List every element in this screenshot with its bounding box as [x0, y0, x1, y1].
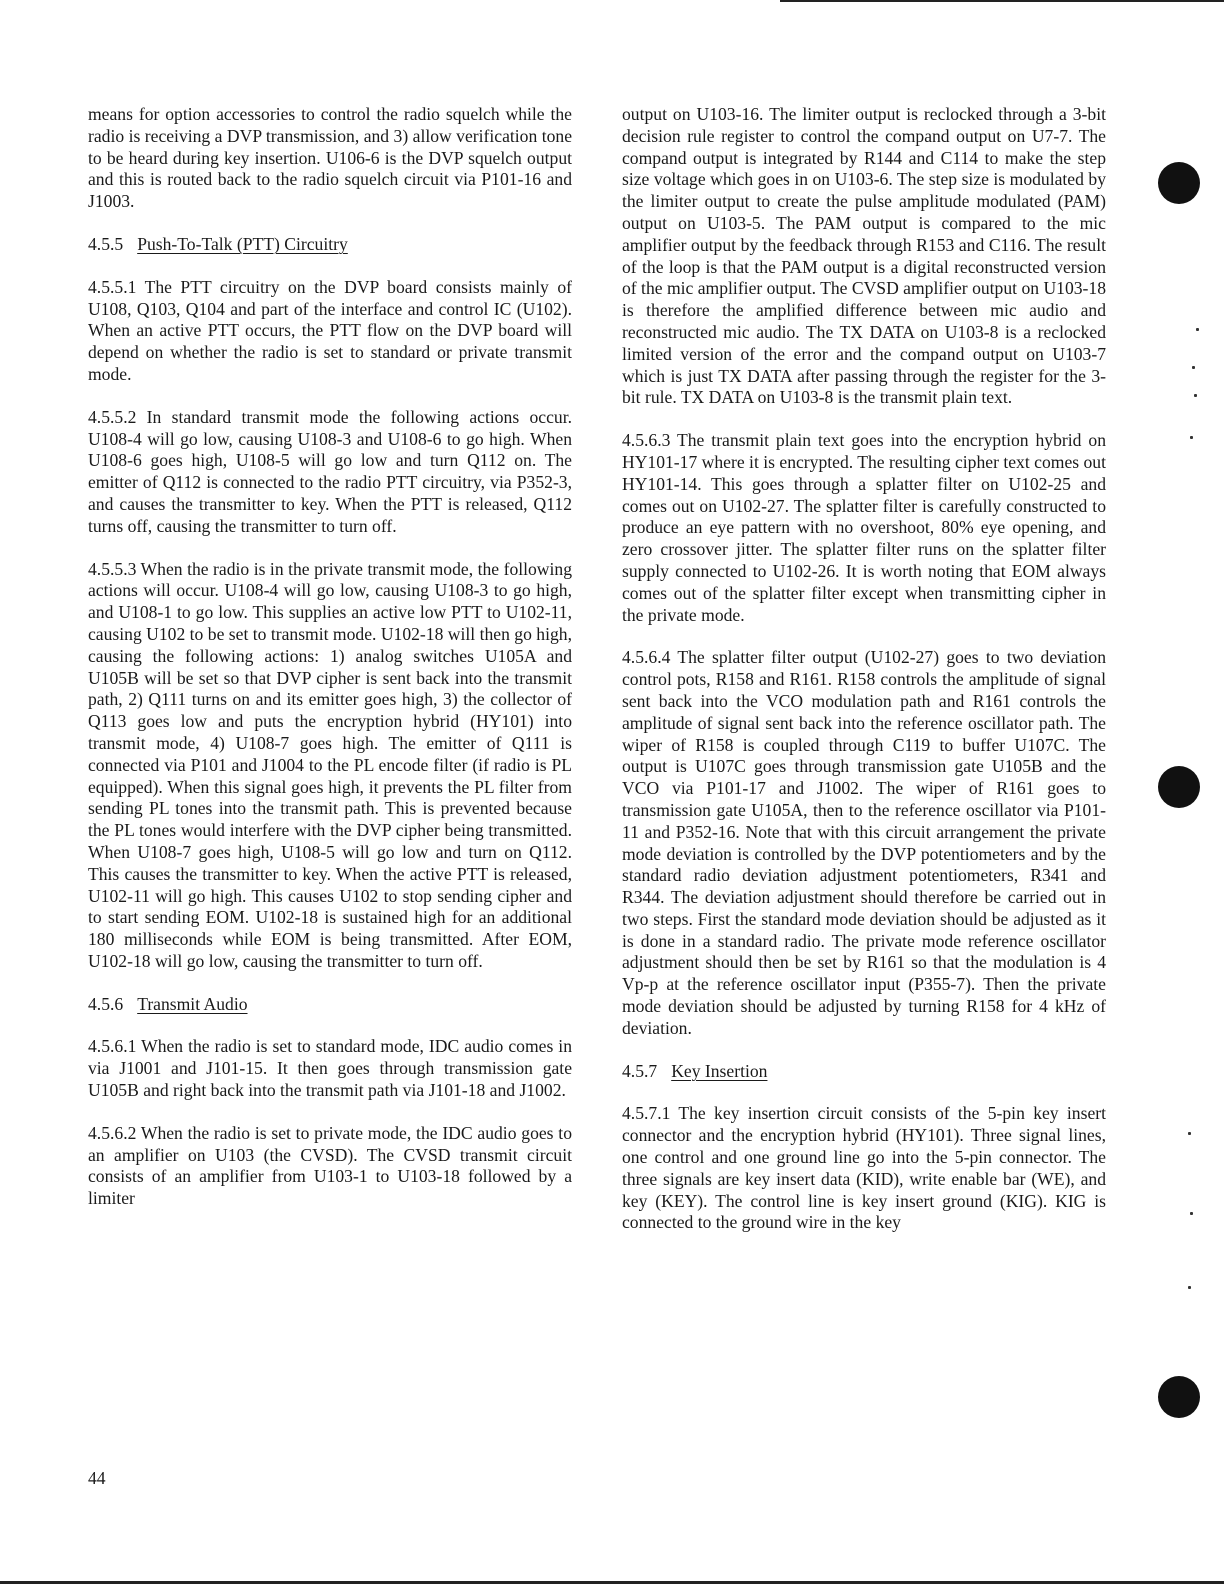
section-heading-4-5-7: [622, 1061, 1106, 1083]
paragraph-4-5-5-2: 4.5.5.2 In standard transmit mode the following actions occur. U108-4 will go low, causing U108-3 and U108-6 to go high. When U108-6 goes high, U108-5 will go low and turn Q112 on. The emitter of Q112 is connected to the radio PTT circuitry, via P352-3, and causes the transmitter to key. When the PTT is released, Q112 turns off, causing the transmitter to turn off.: [88, 406, 572, 536]
page-number: 44: [88, 1468, 106, 1488]
punch-hole-icon: [1158, 162, 1200, 204]
punch-hole-icon: [1158, 1376, 1200, 1418]
paragraph-4-5-5-3: 4.5.5.3 When the radio is in the private transmit mode, the following actions will occur. U108-4 will go low, causing U108-3 to go high, and U108-1 to go low. This supplies an active low PTT to U102-11, causing U102 to be set to transmit mode. U102-18 will then go high, causing the following actions: 1) analog switches U105A and U105B will be set so that DVP cipher is sent back into the transmit path, 2) Q111 turns on and its emitter goes high, 3) the collector of Q113 goes low and puts the encryption hybrid (HY101) into transmit mode, 4) U108-7 goes high. The emitter of Q111 is connected via P101 and J1004 to the PL encode filter (if radio is PL equipped). When this signal goes high, it prevents the PL filter from sending PL tones into the transmit path. This is prevented because the PL tones would interfere with the DVP cipher being transmitted. When U108-7 goes high, U108-5 will go low and turn on Q112. This causes the transmitter to key. When the active PTT is released, U102-11 will go high. This causes U102 to stop sending cipher and to start sending EOM. U102-18 is sustained high for an additional 180 milliseconds while EOM is being transmitted. After EOM, U102-18 will go low, causing the transmitter to turn off.: [88, 558, 572, 971]
paragraph-4-5-6-4: 4.5.6.4 The splatter filter output (U102-27) goes to two deviation control pots, R158 and R161. R158 controls the amplitude of signal sent back into the VCO modulation path and R161 controls the amplitude of signal sent back into the reference oscillator path. The wiper of R158 is coupled through C119 to buffer U107C. The output is U107C goes through transmission gate U105B and the VCO via P101-17 and J1002. The wiper of R161 goes to transmission gate U105A, then to the reference oscillator via P101-11 and P352-16. Note that with this circuit arrangement the private mode deviation is controlled by the DVP potentiometers and by the standard radio deviation adjustment potentiometers, R341 and R344. The deviation adjustment should therefore be carried out in two steps. First the standard mode deviation should be adjusted as it is done in a standard radio. The private mode reference oscillator adjustment should then be set by R161 so that the modulation is 4 Vp-p at the reference oscillator input (P355-7). Then the private mode deviation should be adjusted by turning R158 for 4 kHz of deviation.: [622, 647, 1106, 1038]
right-column: [622, 104, 1106, 1255]
paragraph-continued: output on U103-16. The limiter output is reclocked through a 3-bit decision rule register to control the compand output on U7-7. The compand output is integrated by R144 and C114 to make the step size voltage which goes in on U103-6. The step size is modulated by the limiter output to create the pulse amplitude modulated (PAM) output on U103-5. The PAM output is compared to the mic amplifier output by the feedback through R153 and C116. The result of the loop is that the PAM output is a digital reconstructed version of the mic amplifier output. The CVSD amplifier output on U103-18 is therefore the amplified difference between mic audio and reconstructed mic audio. The TX DATA on U103-8 is a reclocked limited version of the error and the compand output on U103-7 which is just TX DATA after passing through the register for the 3-bit rule. TX DATA on U103-8 is the transmit plain text.: [622, 104, 1106, 408]
section-number: 4.5.7: [622, 1060, 658, 1081]
punch-hole-icon: [1158, 766, 1200, 808]
paragraph-4-5-6-2: 4.5.6.2 When the radio is set to private mode, the IDC audio goes to an amplifier on U103 (the CVSD). The CVSD transmit circuit consists of an amplifier from U103-1 to U103-18 followed by a limiter: [88, 1122, 572, 1209]
scan-speck-icon: [1192, 366, 1195, 369]
left-column: [88, 104, 572, 1231]
scan-speck-icon: [1196, 328, 1199, 331]
top-rule: [780, 0, 1224, 2]
paragraph-4-5-5-1: 4.5.5.1 The PTT circuitry on the DVP board consists mainly of U108, Q103, Q104 and part of the interface and control IC (U102). When an active PTT occurs, the PTT flow on the DVP board will depend on whether the radio is set to standard or private transmit mode.: [88, 276, 572, 384]
section-number: 4.5.6: [88, 993, 124, 1014]
section-heading-4-5-5: [88, 234, 572, 256]
paragraph-4-5-6-1: 4.5.6.1 When the radio is set to standard mode, IDC audio comes in via J1001 and J101-15. It then goes through transmission gate U105B and right back into the transmit path via J101-18 and J1002.: [88, 1036, 572, 1101]
scan-speck-icon: [1190, 1212, 1193, 1215]
scan-speck-icon: [1194, 394, 1197, 397]
section-title: Transmit Audio: [137, 993, 248, 1014]
scan-speck-icon: [1190, 436, 1193, 439]
section-title: Push-To-Talk (PTT) Circuitry: [137, 233, 348, 254]
paragraph-continued: means for option accessories to control the radio squelch while the radio is receiving a DVP transmission, and 3) allow verification tone to be heard during key insertion. U106-6 is the DVP squelch output and this is routed back to the radio squelch circuit via P101-16 and J1003.: [88, 104, 572, 212]
section-title: Key Insertion: [671, 1060, 768, 1081]
scan-speck-icon: [1188, 1132, 1191, 1135]
section-heading-4-5-6: [88, 994, 572, 1016]
paragraph-4-5-6-3: 4.5.6.3 The transmit plain text goes into the encryption hybrid on HY101-17 where it is encrypted. The resulting cipher text comes out HY101-14. This goes through a splatter filter on U102-25 and comes out on U102-27. The splatter filter is carefully constructed to produce an eye pattern with no overshoot, 80% eye opening, and zero crossover jitter. The splatter filter runs on the splatter filter supply connected to U102-26. It is worth noting that EOM always comes out of the splatter filter except when transmitting cipher in the private mode.: [622, 430, 1106, 625]
section-number: 4.5.5: [88, 233, 124, 254]
scan-speck-icon: [1188, 1286, 1191, 1289]
paragraph-4-5-7-1: 4.5.7.1 The key insertion circuit consists of the 5-pin key insert connector and the encryption hybrid (HY101). Three signal lines, one control and one ground line go into the 5-pin connector. The three signals are key insert data (KID), write enable bar (WE), and key (KEY). The control line is key insert ground (KIG). KIG is connected to the ground wire in the key: [622, 1103, 1106, 1233]
